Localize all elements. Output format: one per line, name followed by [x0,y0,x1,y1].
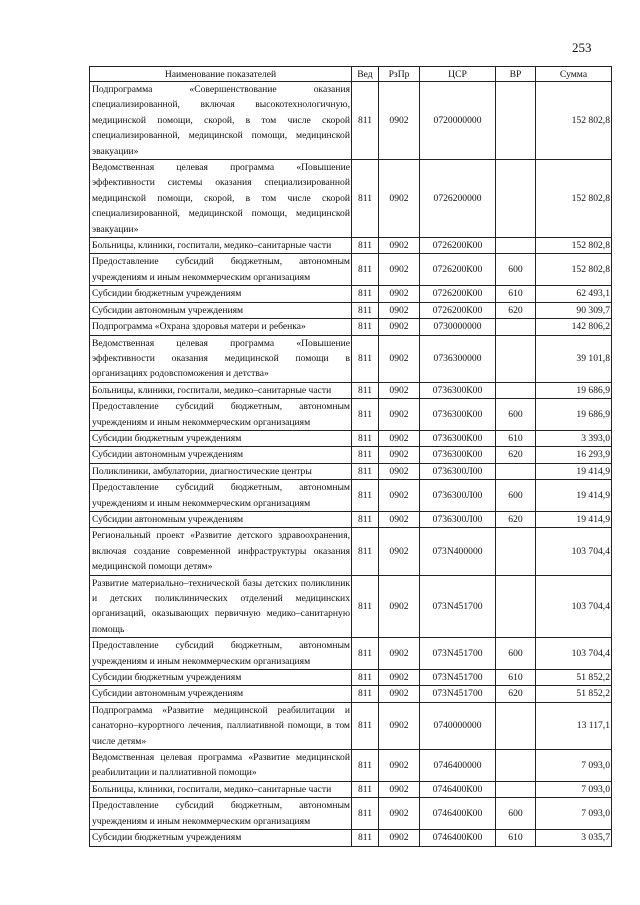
cell-ved: 811 [352,82,379,160]
cell-rzpr: 0902 [379,798,420,830]
cell-vr [496,319,536,335]
header-sum: Сумма [536,67,612,82]
cell-sum: 19 414,9 [536,511,612,527]
cell-rzpr: 0902 [379,781,420,797]
cell-csr: 0746400000 [420,750,496,782]
cell-ved: 811 [352,238,379,254]
cell-sum: 152 802,8 [536,160,612,238]
cell-ved: 811 [352,511,379,527]
cell-csr: 0736300Л00 [420,463,496,479]
cell-csr: 0736300Л00 [420,480,496,512]
cell-ved: 811 [352,160,379,238]
cell-csr: 0736300000 [420,335,496,382]
cell-sum: 7 093,0 [536,750,612,782]
cell-name: Предоставление субсидий бюджетным, автономным учреждениям и иным некоммерческим организациям [90,638,352,670]
cell-vr [496,750,536,782]
table-row [90,702,612,749]
cell-csr: 0726200К00 [420,302,496,318]
cell-rzpr: 0902 [379,302,420,318]
cell-rzpr: 0902 [379,82,420,160]
cell-csr: 0736300К00 [420,447,496,463]
cell-vr: 600 [496,798,536,830]
cell-vr: 600 [496,254,536,286]
cell-vr: 600 [496,399,536,431]
cell-csr: 073N451700 [420,575,496,638]
table-row [90,302,612,318]
cell-vr [496,528,536,575]
header-name: Наименование показателей [90,67,352,82]
cell-rzpr: 0902 [379,575,420,638]
cell-ved: 811 [352,302,379,318]
cell-csr: 0746400К00 [420,798,496,830]
cell-name: Субсидии автономным учреждениям [90,686,352,702]
table-row [90,160,612,238]
cell-sum: 3 035,7 [536,830,612,846]
cell-sum: 103 704,4 [536,575,612,638]
table-row [90,319,612,335]
cell-ved: 811 [352,254,379,286]
cell-sum: 16 293,9 [536,447,612,463]
header-ved: Вед [352,67,379,82]
cell-rzpr: 0902 [379,399,420,431]
cell-csr: 0746400К00 [420,781,496,797]
table-body [90,82,612,847]
cell-csr: 073N451700 [420,638,496,670]
cell-name: Поликлиники, амбулатории, диагностические центры [90,463,352,479]
cell-vr [496,335,536,382]
cell-rzpr: 0902 [379,254,420,286]
cell-ved: 811 [352,447,379,463]
cell-sum: 152 802,8 [536,238,612,254]
cell-rzpr: 0902 [379,238,420,254]
cell-name: Предоставление субсидий бюджетным, автономным учреждениям и иным некоммерческим организациям [90,399,352,431]
cell-rzpr: 0902 [379,160,420,238]
cell-rzpr: 0902 [379,463,420,479]
cell-sum: 152 802,8 [536,254,612,286]
table-row [90,511,612,527]
cell-sum: 3 393,0 [536,430,612,446]
cell-name: Предоставление субсидий бюджетным, автономным учреждениям и иным некоммерческим организациям [90,480,352,512]
cell-ved: 811 [352,528,379,575]
cell-vr [496,781,536,797]
cell-name: Ведомственная целевая программа «Повышение эффективности системы оказания специализированной медицинской помощи, скорой, в том числе скорой специализированной, медицинской помощи, медицинской эвакуации» [90,160,352,238]
cell-name: Больницы, клиники, госпитали, медико–санитарные части [90,382,352,398]
table-header-row [90,67,612,82]
cell-name: Ведомственная целевая программа «Развитие медицинской реабилитации и паллиативной помощи» [90,750,352,782]
cell-ved: 811 [352,335,379,382]
table-row [90,382,612,398]
table-row [90,463,612,479]
cell-name: Подпрограмма «Развитие медицинской реабилитации и санаторно–курортного лечения, паллиативной помощи, в том числе детям» [90,702,352,749]
table-row [90,480,612,512]
budget-table [89,66,612,847]
page-number: 253 [572,40,592,55]
cell-name: Подпрограмма «Совершенствование оказания специализированной, включая высокотехнологичную, медицинской помощи, скорой, в том числе скорой специализированной, медицинской помощи, медицинской эвакуации» [90,82,352,160]
cell-rzpr: 0902 [379,447,420,463]
cell-vr: 620 [496,447,536,463]
cell-name: Субсидии бюджетным учреждениям [90,670,352,686]
cell-name: Больницы, клиники, госпитали, медико–санитарные части [90,781,352,797]
cell-vr [496,575,536,638]
cell-ved: 811 [352,463,379,479]
cell-vr: 600 [496,480,536,512]
cell-vr: 620 [496,511,536,527]
table-row [90,528,612,575]
cell-ved: 811 [352,382,379,398]
cell-ved: 811 [352,638,379,670]
cell-name: Больницы, клиники, госпитали, медико–санитарные части [90,238,352,254]
table-row [90,798,612,830]
cell-sum: 152 802,8 [536,82,612,160]
cell-vr: 600 [496,638,536,670]
cell-csr: 0726200К00 [420,254,496,286]
cell-name: Субсидии бюджетным учреждениям [90,286,352,302]
cell-rzpr: 0902 [379,670,420,686]
cell-name: Развитие материально–технической базы детских поликлиник и детских поликлинических отделений медицинских организаций, оказывающих первичную медико–санитарную помощь [90,575,352,638]
cell-sum: 7 093,0 [536,798,612,830]
table-row [90,430,612,446]
table-row [90,686,612,702]
table-row [90,638,612,670]
cell-csr: 0736300К00 [420,382,496,398]
cell-name: Ведомственная целевая программа «Повышение эффективности оказания медицинской помощи в организациях родовспоможения и детства» [90,335,352,382]
cell-vr: 620 [496,302,536,318]
header-rzpr: РзПр [379,67,420,82]
cell-csr: 0736300К00 [420,399,496,431]
table-row [90,286,612,302]
cell-rzpr: 0902 [379,511,420,527]
table-row [90,781,612,797]
cell-sum: 51 852,2 [536,670,612,686]
cell-ved: 811 [352,399,379,431]
cell-vr: 610 [496,286,536,302]
cell-sum: 62 493,1 [536,286,612,302]
header-csr: ЦСР [420,67,496,82]
table-row [90,447,612,463]
cell-ved: 811 [352,750,379,782]
cell-ved: 811 [352,430,379,446]
cell-vr: 610 [496,430,536,446]
cell-name: Субсидии автономным учреждениям [90,511,352,527]
cell-csr: 073N400000 [420,528,496,575]
cell-ved: 811 [352,686,379,702]
cell-ved: 811 [352,798,379,830]
cell-rzpr: 0902 [379,480,420,512]
cell-csr: 0726200К00 [420,238,496,254]
cell-csr: 0730000000 [420,319,496,335]
cell-csr: 0746400К00 [420,830,496,846]
cell-ved: 811 [352,702,379,749]
cell-sum: 142 806,2 [536,319,612,335]
cell-sum: 90 309,7 [536,302,612,318]
cell-name: Субсидии автономным учреждениям [90,447,352,463]
cell-name: Предоставление субсидий бюджетным, автономным учреждениям и иным некоммерческим организациям [90,254,352,286]
cell-rzpr: 0902 [379,702,420,749]
cell-ved: 811 [352,830,379,846]
cell-rzpr: 0902 [379,319,420,335]
cell-rzpr: 0902 [379,750,420,782]
cell-ved: 811 [352,781,379,797]
cell-vr [496,160,536,238]
table-row [90,254,612,286]
cell-vr [496,463,536,479]
table-row [90,238,612,254]
cell-rzpr: 0902 [379,382,420,398]
cell-vr [496,382,536,398]
table-row [90,575,612,638]
table-row [90,82,612,160]
cell-name: Предоставление субсидий бюджетным, автономным учреждениям и иным некоммерческим организациям [90,798,352,830]
cell-sum: 7 093,0 [536,781,612,797]
cell-csr: 0740000000 [420,702,496,749]
cell-vr: 610 [496,830,536,846]
cell-vr: 610 [496,670,536,686]
cell-ved: 811 [352,286,379,302]
cell-name: Субсидии бюджетным учреждениям [90,430,352,446]
cell-rzpr: 0902 [379,430,420,446]
cell-sum: 19 414,9 [536,463,612,479]
cell-rzpr: 0902 [379,686,420,702]
cell-vr: 620 [496,686,536,702]
cell-csr: 073N451700 [420,670,496,686]
cell-rzpr: 0902 [379,528,420,575]
cell-csr: 0726200000 [420,160,496,238]
cell-sum: 103 704,4 [536,638,612,670]
cell-csr: 0736300К00 [420,430,496,446]
table-row [90,750,612,782]
cell-ved: 811 [352,319,379,335]
table-row [90,335,612,382]
cell-rzpr: 0902 [379,638,420,670]
cell-sum: 39 101,8 [536,335,612,382]
cell-ved: 811 [352,480,379,512]
cell-csr: 0726200К00 [420,286,496,302]
header-vr: ВР [496,67,536,82]
cell-name: Региональный проект «Развитие детского здравоохранения, включая создание современной инфраструктуры оказания медицинской помощи детям» [90,528,352,575]
cell-rzpr: 0902 [379,286,420,302]
cell-csr: 0736300Л00 [420,511,496,527]
cell-name: Субсидии автономным учреждениям [90,302,352,318]
cell-sum: 103 704,4 [536,528,612,575]
cell-ved: 811 [352,670,379,686]
cell-vr [496,702,536,749]
cell-sum: 13 117,1 [536,702,612,749]
cell-csr: 073N451700 [420,686,496,702]
cell-vr [496,82,536,160]
cell-sum: 19 686,9 [536,399,612,431]
table-row [90,830,612,846]
cell-csr: 0720000000 [420,82,496,160]
cell-sum: 19 686,9 [536,382,612,398]
cell-rzpr: 0902 [379,830,420,846]
table-row [90,670,612,686]
cell-rzpr: 0902 [379,335,420,382]
table-row [90,399,612,431]
cell-ved: 811 [352,575,379,638]
cell-sum: 19 414,9 [536,480,612,512]
cell-name: Субсидии бюджетным учреждениям [90,830,352,846]
cell-name: Подпрограмма «Охрана здоровья матери и ребенка» [90,319,352,335]
cell-vr [496,238,536,254]
cell-sum: 51 852,2 [536,686,612,702]
